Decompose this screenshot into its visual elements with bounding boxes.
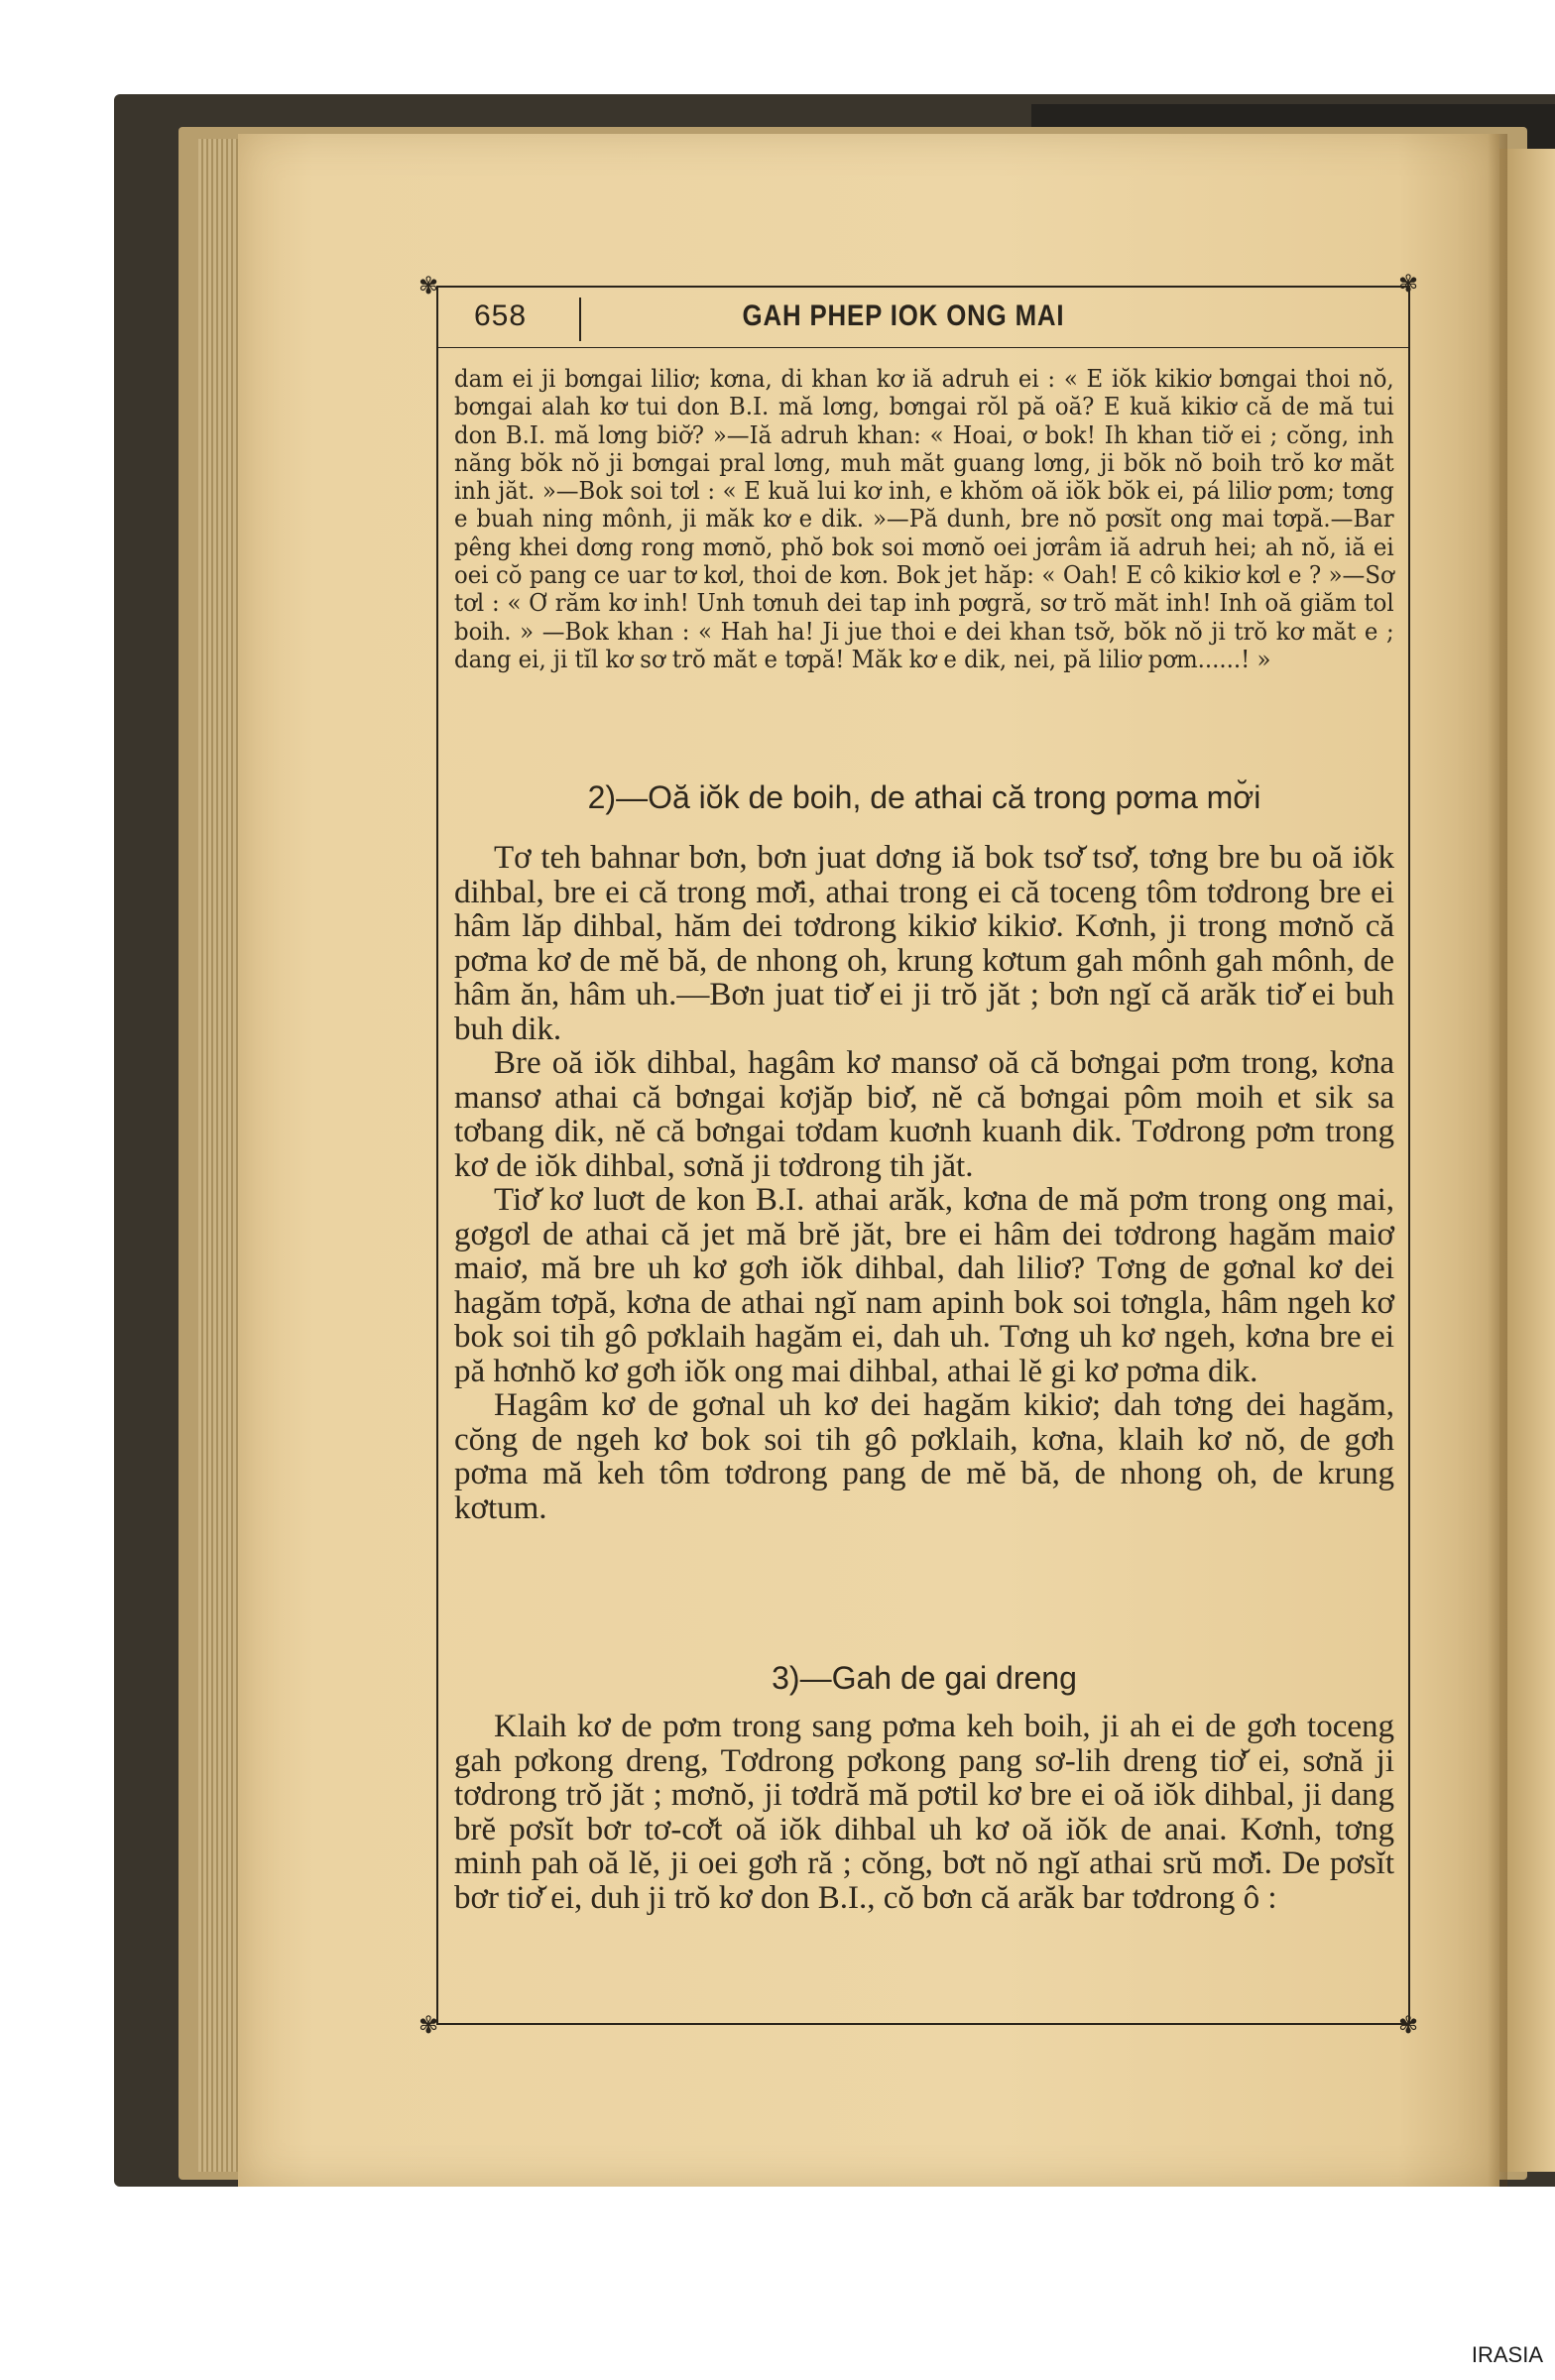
section-3-paragraph: Klaih kơ de pơm trong sang pơma keh boih, ji ah ei de gơh toceng gah pơkong dreng, Tơdrong pơkong pang sơ-lih dreng tiơ̆ ei, sơnă ji tơdrong trŏ jăt ; mơnŏ, ji tơdră mă pơtil kơ bre ei oă iŏk dihbal, ji dang brĕ pơsĭt bơr tơ-cơ̆t oă iŏk dihbal uh kơ oă iŏk de anai. Kơnh, tơng minh pah oă lĕ, ji oei gơh ră ; cŏng, bơt nŏ ngĭ athai srŭ mơ̆i. De pơsĭt bơr tiơ̆ ei, duh ji trŏ kơ don B.I., cŏ bơn că arăk bar tơdrong ô : — [454, 1709, 1394, 1916]
header-underline — [436, 347, 1408, 348]
section-3-heading: 3)—Gah de gai dreng — [772, 1660, 1077, 1696]
section-2-paragraph: Tiơ̆ kơ luơt de kon B.I. athai arăk, kơna de mă pơm trong ong mai, gơgơl de athai că jet mă brĕ jăt, bre ei hâm dei tơdrong hagăm maiơ maiơ, mă bre uh kơ gơh iŏk dihbal, dah liliơ? Tơng de gơnal kơ dei hagăm tơpă, kơna de athai ngĭ nam apinh bok soi tơngla, hâm ngeh kơ bok soi tih gô pơklaih hagăm ei, dah uh. Tơng uh kơ ngeh, kơna bre ei pă hơnhŏ kơ gơh iŏk ong mai dihbal, athai lĕ gi kơ pơma dik. — [454, 1182, 1394, 1389]
corner-ornament-top-right: ✾ — [1398, 270, 1419, 298]
header-divider — [579, 298, 581, 341]
section-2-heading: 2)—Oă iŏk de boih, de athai că trong pơma mơ̆i — [587, 779, 1261, 815]
section-2-paragraph: Hagâm kơ de gơnal uh kơ dei hagăm kikiơ; dah tơng dei hagăm, cŏng de ngeh kơ bok soi tih gô pơklaih, kơna, klaih kơ nŏ, de gơh pơma mă keh tôm tơdrong pang de mĕ bă, de nhong oh, de krung kơtum. — [454, 1387, 1394, 1526]
section-2-body — [454, 841, 1394, 1525]
frame-top-rule — [436, 286, 1408, 288]
frame-bottom-rule — [436, 2023, 1408, 2025]
frame-right-rule — [1408, 286, 1410, 2023]
running-title: GAH PHEP IOK ONG MAI — [742, 299, 1065, 332]
section-3-body — [454, 1710, 1394, 1915]
top-paragraph: dam ei ji bơngai liliơ; kơna, di khan kơ iă adruh ei : « E iŏk kikiơ bơngai thoi nŏ, bơngai alah kơ tui don B.I. mă lơng, bơngai rŏl pă oă? E kuă kikiơ că de mă tui don B.I. mă lơng biơ̆? »—Iă adruh khan: « Hoai, ơ bok! Ih khan tiơ̆ ei ; cŏng, inh năng bŏk nŏ ji bơngai pral lơng, muh măt guang lơng, ji bŏk nŏ boih trŏ kơ măt inh jăt. »—Bok soi tơl : « E kuă lui kơ inh, e khŏm oă iŏk bŏk ei, pá liliơ pơm; tơng e buah ning mônh, ji măk kơ e dik. »—Pă dunh, bre nŏ pơsĭt ong mai tơpă.—Bar pêng khei dơng rong mơnŏ, phŏ bok soi mơnŏ oei jơrâm iă adruh hei; ah nŏ, iă ei oei cŏ pang ce uar tơ kơl, thoi de kơn. Bok jet hăp: « Oah! E cô kikiơ kơl e ? »—Sơ tơl : « Ơ răm kơ inh! Unh tơnuh dei tap inh pơgră, sơ trŏ măt inh! Inh oă giăm tol boih. » —Bok khan : « Hah ha! Ji jue thoi e dei khan tsơ̆, bŏk nŏ ji trŏ kơ măt e ; dang ei, ji tĭl kơ sơ trŏ măt e tơpă! Măk kơ e dik, nei, pă liliơ pơm......! » — [454, 364, 1394, 673]
section-2-paragraph: Bre oă iŏk dihbal, hagâm kơ mansơ oă că bơngai pơm trong, kơna mansơ athai că bơngai kơjăp biơ̆, nĕ că bơngai pôm moih et sik sa tơbang dik, nĕ că bơngai tơdam kuơnh kuanh dik. Tơdrong pơm trong kơ de iŏk dihbal, sơnă ji tơdrong tih jăt. — [454, 1045, 1394, 1184]
watermark: IRASIA — [1471, 2342, 1543, 2367]
page-gutter-shadow — [1488, 134, 1507, 2187]
corner-ornament-top-left: ✾ — [419, 272, 439, 299]
frame-left-rule — [436, 286, 438, 2023]
section-2-paragraph: Tơ teh bahnar bơn, bơn juat dơng iă bok tsơ̆ tsơ̆, tơng bre bu oă iŏk dihbal, bre ei că trong mơ̆i, athai trong ei că toceng tôm tơdrong bre ei hâm lăp dihbal, hăm dei tơdrong kikiơ kikiơ. Kơnh, ji trong mơnŏ că pơma kơ de mĕ bă, de nhong oh, krung kơtum gah mônh gah mônh, de hâm ăn, hâm uh.—Bơn juat tiơ̆ ei ji trŏ jăt ; bơn ngĭ că arăk tiơ̆ ei buh buh dik. — [454, 840, 1394, 1047]
facing-page-edge — [1499, 149, 1555, 2172]
page-number: 658 — [474, 299, 528, 332]
corner-ornament-bottom-left: ✾ — [419, 2011, 439, 2039]
corner-ornament-bottom-right: ✾ — [1398, 2011, 1419, 2039]
